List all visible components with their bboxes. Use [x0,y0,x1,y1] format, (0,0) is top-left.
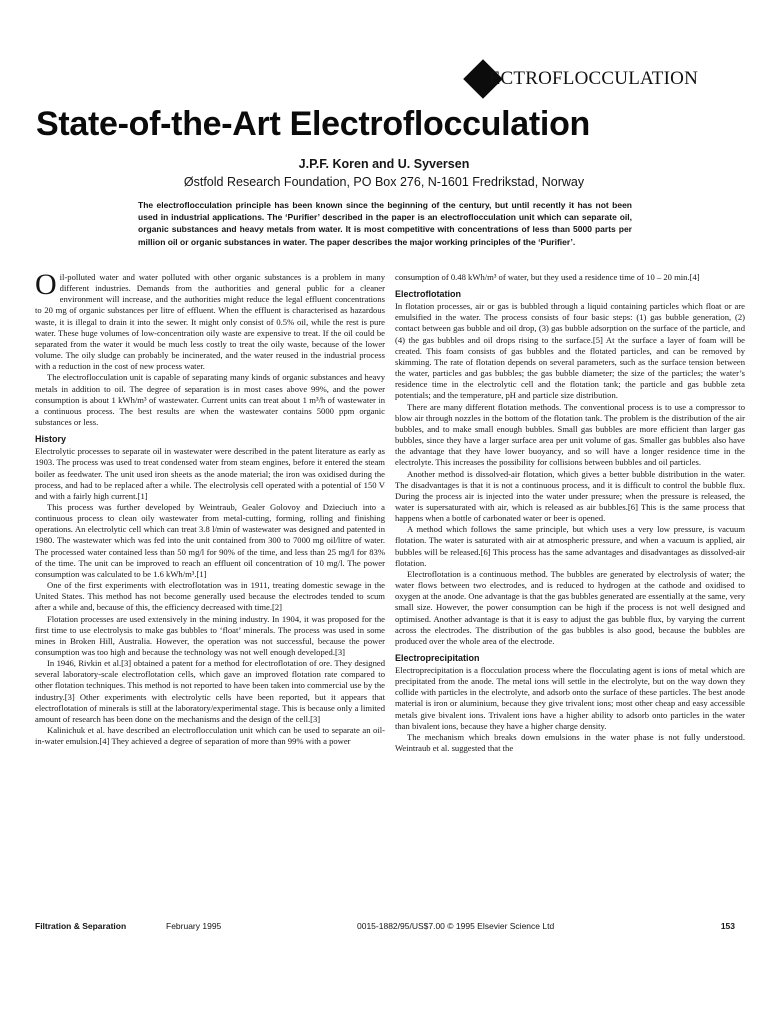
body-paragraph: One of the first experiments with electroflotation was in 1911, treating domestic sewage in the United States. This method has not become generally used because the electrodes tended to scum after a while and, because of this, the efficiency decreased with time.[2] [35,580,385,613]
article-affiliation: Østfold Research Foundation, PO Box 276, N-1601 Fredrikstad, Norway [183,175,585,189]
section-heading-electroprecipitation: Electroprecipitation [395,653,480,663]
body-paragraph: Electroprecipitation is a flocculation process where the flocculating agent is ions of metal which are precipitated from the anode. The metal ions will settle in the electrolyte, but on the way down they collide with particles in the electrolyte, and adsorb onto the surface of these particles. The best anode material is iron or aluminium, because they give trivalent ions; most other cheap and easy accessible metals give bivalent ions. Trivalent ions have a higher ability to adsorb onto particles in the water than bivalent ions, because they have a higher charge density. [395,665,745,731]
body-paragraph: There are many different flotation methods. The conventional process is to use a compressor to blow air through nozzles in the bottom of the flotation tank. The problem is the distribution of the air bubbles, and to make small enough bubbles. Small gas bubbles are more efficient than larger gas bubbles, since they have a larger surface area per unit volume of gas. Smaller gas bubbles also have the advantage that they have lower buoyancy, and so will have a longer residence time in the electrolyte. This increases the possibility for collisions between bubbles and oil particles. [395,401,745,468]
article-title: State-of-the-Art Electroflocculation [36,105,591,143]
body-paragraph: A method which follows the same principle, but which uses a very low pressure, is vacuum flotation. The water is saturated with air at atmospheric pressure, and when a vacuum is applied, air bubbles will be released.[6] This process has the same advantages and disadvantages as dissolved-air flotation. [395,524,745,568]
footer-page-number: 153 [720,921,735,931]
body-paragraph: Electrolytic processes to separate oil in wastewater were described in the patent literature as early as 1903. The process was used to treat condensed water from steam engines, before it entered the steam boiler as feedwater. The unit used iron sheets as the anode material; the iron was oxidised during the process, and had to be replaced after a while. The electrolysis cell operated with a potential of 150 V and with a fairly high current.[1] [35,446,385,501]
article-authors: J.P.F. Koren and U. Syversen [298,157,470,171]
body-paragraph: Kalinichuk et al. have described an electroflocculation unit which can be used to separate an oil-in-water emulsion.[4] They achieved a degree of separation of more than 99% with a power [35,725,385,747]
section-heading-electroflotation: Electroflotation [395,289,462,300]
footer-copyright: 0015-1882/95/US$7.00 © 1995 Elsevier Science Ltd [357,921,555,931]
footer-journal-name: Filtration & Separation [35,921,127,931]
body-paragraph: Electroflotation is a continuous method. The bubbles are generated by electrolysis of water; the water flows between two electrodes, and is reduced to hydrogen at the cathode and oxidised to oxygen at the anode. One advantage is that the gas bubbles generated are essentially at the same, very small size. However, the power consumption can be high if the process is not well designed and optimised. Another advantage is that it is easy to adjust the gas bubble flux, by varying the current across the electrodes. The distribution of the gas bubbles is also good, because the bubbles are produced over the whole area of the electrode. [395,568,745,646]
body-paragraph: The electroflocculation unit is capable of separating many kinds of organic substances and heavy metals in addition to oil. The degree of separation is in most cases above 99%, and the power consumption is about 1 kWh/m³ of wastewater. Current units can treat about 1 m³/h of wastewater in a continuous process. The best results are when the wastewater contains 5000 ppm organic substances or less. [35,372,385,428]
article-abstract: The electroflocculation principle has been known since the beginning of the century, but until recently it has not been used in industrial applications. The ‘Purifier’ described in the paper is an electroflocculation unit which can separate oil, organic substances and heavy metals from water. It is most competitive with concentrations of less than 5000 parts per million oil or organic substances in water. The paper describes the major working principles of the ‘Purifier’. [138,200,632,247]
footer-issue-date: February 1995 [166,921,222,931]
body-paragraph: In 1946, Rivkin et al.[3] obtained a patent for a method for electroflotation of ore. They designed several laboratory-scale electroflotation cells, which gave an improved flotation rate compared to other flotation techniques. This method is not reported to have been taken into commercial use by the industry.[3] Other experiments with electrolytic cells have been reported, but it appears that electroflotation of minerals is still at the laboratory/experimental stage. This is because only a limited amount of research has been done on the mechanisms and the design of the cell.[3] [35,658,385,724]
running-head [469,58,698,100]
page-footer [35,921,735,937]
body-paragraph: Another method is dissolved-air flotation, which gives a better bubble distribution in the water. The disadvantages is that it is not a continuous process, and it is difficult to control the bubble flux. During the process air is injected into the water under pressure; when the pressure is released, the water is supersaturated with air, which is released as air bubbles.[6] This is the same process that happens when a bottle of carbonated water or beer is opened. [395,468,745,524]
left-column [35,272,385,912]
body-paragraph: This process was further developed by Weintraub, Gealer Golovoy and Dzieciuch into a continuous process to clean oily wastewater from metal-cutting, forming, rolling and finishing operations. An electrolytic cell which can treat 3.8 l/min of wastewater was designed and patented in 1980. The wastewater which was fed into the unit contained from 300 to 7000 mg oil/litre of water. The processed water contained less than 50 mg/l for 90% of the time, and less than 25 mg/l for 83% of the time. The unit can be improved to reach an effluent oil concentration of 10 mg/l. The power consumption was calculated to be 1.6 kWh/m³.[1] [35,501,385,579]
intro-text: il-polluted water and water polluted with other organic substances is a problem in many different industries. Demands from the authorities and general public for a cleaner environment will increase, and the authorities might reduce the legal effluent concentrations to 20 mg of organic substances per litre of effluent. When the effluent is characterised as hazardous waste, it is illegal to drain it into the sewer. It might only consist of 0.5% oil, while the rest is pure water. These huge volumes of low-concentration oily waste are expensive to treat. If the oil could be separated from the water it would be much less costly to treat the oily waste, because of the lower volume. The oily sludge can probably be incinerated, and the water reused in the industrial process with a reduction in the cost of new process water. [35,272,385,372]
body-paragraph: Flotation processes are used extensively in the mining industry. In 1904, it was proposed for the first time to use electrolysis to make gas bubbles to ‘float’ minerals. The process was used in some mines in Broken Hill, Australia. However, the operation was not successful, because the power consumption was too high and because the technology was not well enough developed.[3] [35,613,385,657]
body-paragraph: consumption of 0.48 kWh/m³ of water, but they used a residence time of 10 – 20 min.[4] [395,272,700,282]
body-paragraph: In flotation processes, air or gas is bubbled through a liquid containing particles which float or are emulsified in the water. The process consists of four basic steps: (1) gas bubble generation, (2) contact between gas bubble and oil drop, (3) gas bubble adsorption on the surface of the particle, and (4) the gas bubbles and oil drops rising to the surface.[5] At the surface a layer of foam will be created. This foam consists of gas bubbles and the flotated particles, and can be removed by skimming. The rate of flotation depends on several parameters, such as the surface tension between the water, particles and gas bubbles; the gas bubble diameter; the size of the particles; the water’s residence time in the electrolytic cell and the flotation tank; the particle and gas bubble zeta potentials; and the temperature, pH and particle size distribution. [395,301,745,401]
body-paragraph: The mechanism which breaks down emulsions in the water phase is not fully understood. Weintraub et al. suggested that the [395,731,745,754]
section-heading-history: History [35,434,67,445]
right-column [395,272,745,912]
drop-cap: O [35,272,57,301]
intro-paragraph [35,272,385,372]
running-head-text: ECTROFLOCCULATION [488,68,698,89]
